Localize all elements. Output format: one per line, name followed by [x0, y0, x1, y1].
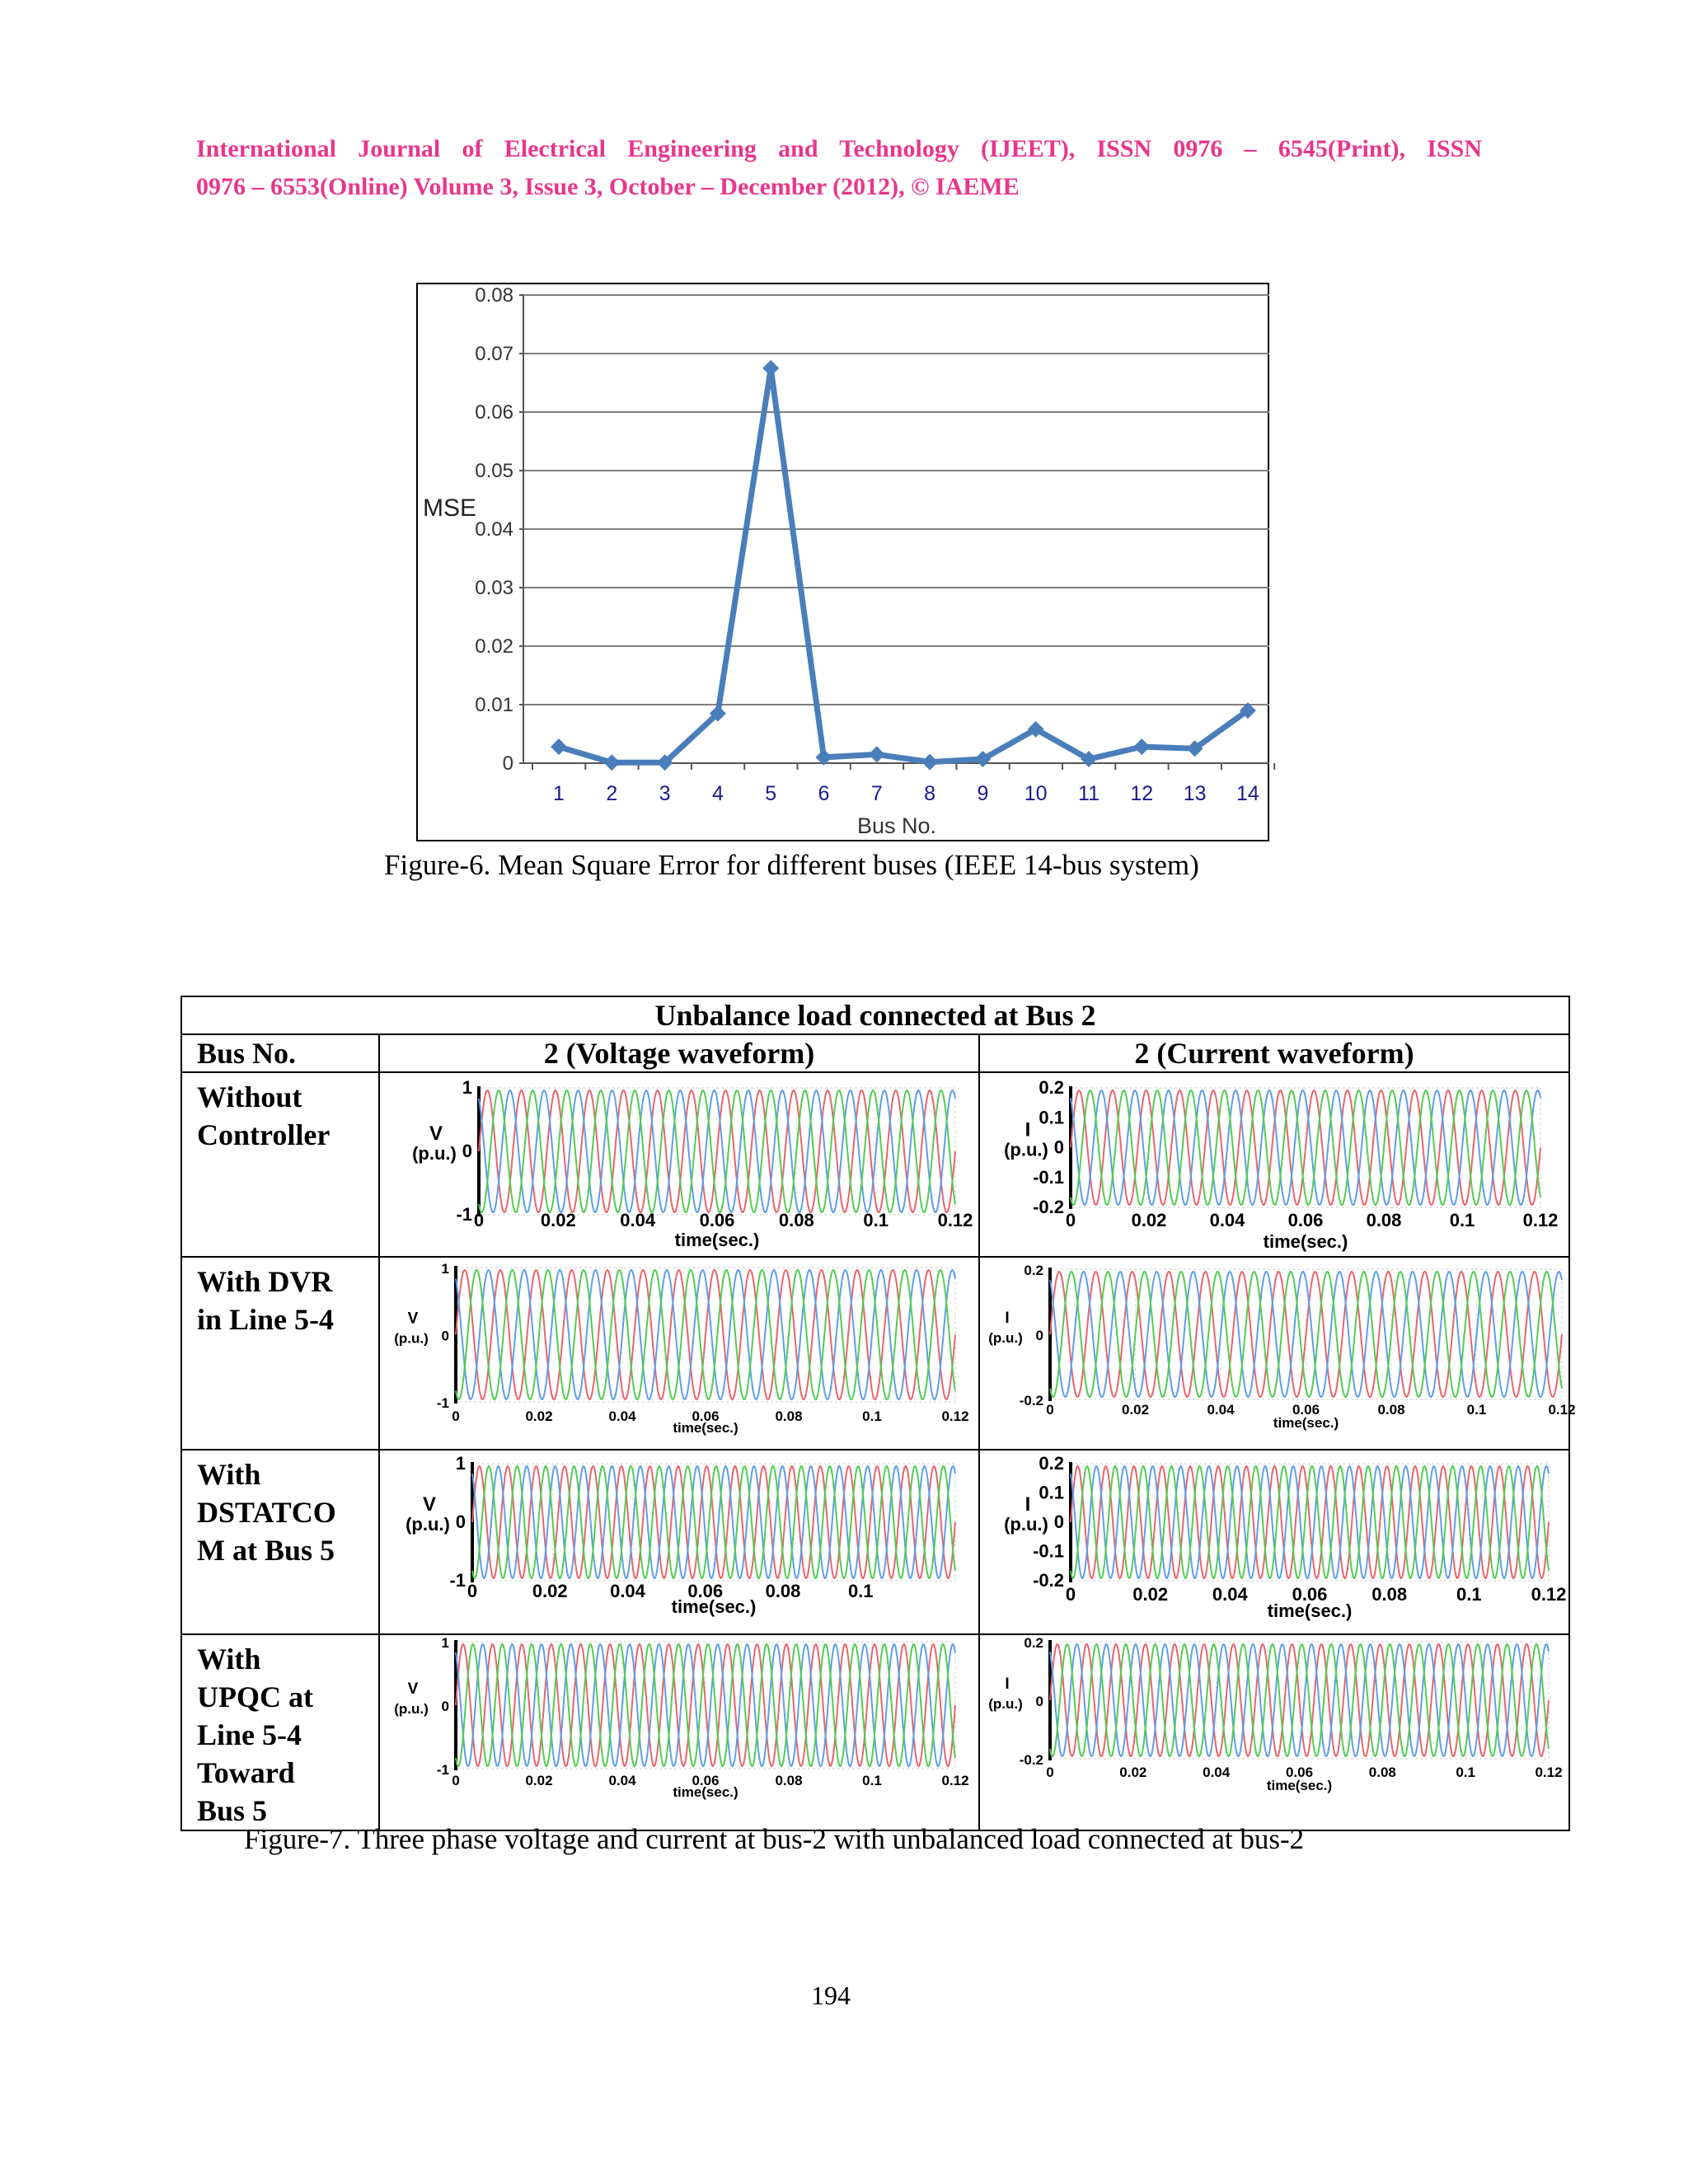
- x-axis-title: time(sec.): [671, 1596, 757, 1617]
- y-tick-label: 0: [441, 1699, 449, 1714]
- voltage-cell: [379, 1257, 979, 1450]
- y-tick-label: 0: [441, 1328, 449, 1344]
- y-tick-label: -1: [436, 1395, 449, 1411]
- row-label-line: UPQC at: [197, 1680, 313, 1713]
- x-tick-label: 0.04: [610, 1581, 645, 1601]
- y-tick-label: 0.08: [475, 284, 513, 307]
- y-tick-label: 0.06: [475, 401, 513, 424]
- x-tick-label: 0.1: [1456, 1584, 1482, 1605]
- y-tick-label: -1: [436, 1762, 449, 1778]
- journal-header: [196, 130, 1482, 206]
- x-tick-label: 0.06: [692, 1408, 720, 1424]
- x-tick-label: 0: [1065, 1584, 1076, 1605]
- x-tick-label: 0.08: [778, 1210, 814, 1230]
- y-axis-symbol: V: [429, 1122, 443, 1145]
- row-label-line: Bus 5: [197, 1794, 268, 1827]
- y-tick-label: 0.07: [475, 343, 513, 365]
- y-tick-label: 0.02: [475, 635, 513, 658]
- current-waveform-without-controller: [980, 1073, 1570, 1256]
- voltage-waveform-with-dvr: [380, 1258, 980, 1449]
- x-tick-label: 0.1: [862, 1408, 882, 1424]
- y-tick-label: 0: [1053, 1511, 1064, 1532]
- x-tick-label: 4: [711, 782, 724, 805]
- x-tick-label: 0.08: [1368, 1765, 1396, 1780]
- y-tick-label: 0: [1053, 1137, 1064, 1158]
- x-tick-label: 0.08: [1372, 1584, 1408, 1605]
- x-tick-label: 0.02: [1121, 1402, 1150, 1418]
- y-tick-label: 0.2: [1024, 1263, 1043, 1278]
- y-tick-label: 0: [502, 752, 513, 775]
- row-label-line: DSTATCO: [197, 1496, 336, 1529]
- x-tick-label: 13: [1183, 782, 1207, 805]
- x-tick-label: 12: [1130, 782, 1154, 805]
- current-waveform-with-dvr: [980, 1258, 1576, 1449]
- x-axis-title: Bus No.: [856, 813, 937, 838]
- x-tick-label: 0.1: [847, 1581, 874, 1601]
- x-tick-label: 0: [473, 1210, 485, 1230]
- y-axis-symbol: V: [422, 1493, 437, 1516]
- y-axis-symbol: V: [407, 1680, 419, 1698]
- x-tick-label: 0.02: [532, 1581, 568, 1601]
- voltage-cell: [379, 1634, 979, 1830]
- row-label-with-dvr: [181, 1257, 379, 1450]
- x-axis-title: time(sec.): [1263, 1231, 1348, 1252]
- x-tick-label: 0.06: [1287, 1210, 1324, 1230]
- y-tick-label: 0.2: [1039, 1077, 1064, 1098]
- waveform-results-table: [181, 996, 1576, 1831]
- row-label-line: Line 5-4: [197, 1718, 302, 1751]
- voltage-cell: [379, 1450, 979, 1634]
- y-axis-symbol: V: [407, 1310, 419, 1328]
- col-header-voltage: 2 (Voltage waveform): [379, 1034, 979, 1072]
- y-tick-label: 0.1: [1039, 1482, 1064, 1503]
- x-tick-label: 5: [765, 782, 777, 805]
- x-tick-label: 14: [1236, 782, 1259, 805]
- y-tick-label: 0.05: [475, 460, 513, 482]
- y-tick-label: 0: [462, 1141, 472, 1161]
- current-cell: [979, 1634, 1569, 1830]
- y-tick-label: -0.2: [1019, 1393, 1043, 1408]
- x-tick-label: 0.04: [1203, 1765, 1231, 1780]
- x-tick-label: 0.02: [525, 1408, 553, 1424]
- y-tick-label: -0.2: [1019, 1752, 1043, 1768]
- x-tick-label: 0.06: [687, 1581, 724, 1601]
- header-line-2: 0976 – 6553(Online) Volume 3, Issue 3, October – December (2012), © IAEME: [196, 173, 1020, 200]
- x-axis-title: time(sec.): [1267, 1601, 1353, 1621]
- y-tick-label: -1: [456, 1204, 472, 1225]
- y-axis-symbol: I: [1025, 1493, 1031, 1516]
- x-tick-label: 10: [1024, 782, 1048, 805]
- x-tick-label: 11: [1078, 782, 1100, 805]
- row-label-line: With: [197, 1458, 261, 1491]
- x-tick-label: 0.12: [1548, 1402, 1576, 1418]
- x-tick-label: 7: [870, 782, 883, 805]
- figure-7-caption: Figure-7. Three phase voltage and current at bus-2 with unbalanced load connected at bus-2: [244, 1823, 1305, 1855]
- y-axis-unit: (p.u.): [1004, 1514, 1048, 1535]
- y-tick-label: 1: [441, 1635, 449, 1651]
- x-tick-label: 0.08: [765, 1581, 801, 1601]
- x-tick-label: 0.04: [1212, 1584, 1248, 1605]
- y-tick-label: -0.2: [1033, 1197, 1064, 1217]
- x-tick-label: 0.04: [620, 1210, 656, 1230]
- x-tick-label: 0.06: [1285, 1765, 1314, 1780]
- x-tick-label: 0: [452, 1773, 460, 1788]
- row-label-line: in Line 5-4: [197, 1303, 335, 1336]
- x-tick-label: 0.04: [1209, 1210, 1245, 1230]
- y-axis-title: MSE: [423, 494, 477, 522]
- row-label-line: With: [197, 1643, 261, 1675]
- y-axis-unit: (p.u.): [1004, 1139, 1048, 1160]
- y-tick-label: 0.1: [1039, 1107, 1064, 1128]
- voltage-waveform-without-controller: [380, 1073, 980, 1256]
- row-label-line: Toward: [197, 1756, 295, 1789]
- x-tick-label: 0.12: [941, 1408, 969, 1424]
- y-axis-unit: (p.u.): [394, 1330, 429, 1347]
- x-tick-label: 0.02: [1132, 1584, 1169, 1605]
- voltage-waveform-with-upqc: [380, 1635, 980, 1823]
- x-tick-label: 0.08: [1377, 1402, 1405, 1418]
- current-waveform-with-dstatcom: [980, 1451, 1570, 1633]
- x-tick-label: 0: [1046, 1765, 1054, 1780]
- x-axis-title: time(sec.): [673, 1420, 738, 1436]
- x-tick-label: 0.1: [862, 1773, 882, 1788]
- x-tick-label: 0.06: [1292, 1402, 1320, 1418]
- x-tick-label: 0.1: [1449, 1210, 1475, 1230]
- x-tick-label: 0.04: [1207, 1402, 1235, 1418]
- x-tick-label: 0.1: [1456, 1765, 1475, 1780]
- y-axis-unit: (p.u.): [988, 1330, 1023, 1346]
- x-tick-label: 0.12: [1522, 1210, 1559, 1230]
- current-cell: [979, 1450, 1569, 1634]
- x-tick-label: 0.12: [1531, 1584, 1567, 1605]
- x-tick-label: 0.02: [540, 1210, 576, 1230]
- col-header-bus: Bus No.: [181, 1034, 379, 1072]
- y-tick-label: 0.04: [475, 518, 513, 541]
- x-tick-label: 0: [1046, 1402, 1054, 1418]
- x-tick-label: 0.06: [699, 1210, 735, 1230]
- y-tick-label: 1: [462, 1077, 472, 1098]
- x-tick-label: 0.04: [608, 1773, 636, 1788]
- y-tick-label: -0.1: [1033, 1166, 1064, 1188]
- x-tick-label: 0: [452, 1408, 460, 1424]
- row-label-without-controller: [181, 1072, 379, 1257]
- y-tick-label: 0.01: [475, 694, 513, 716]
- x-tick-label: 9: [977, 782, 989, 805]
- page-number: 194: [811, 1980, 851, 2010]
- y-tick-label: -0.1: [1033, 1540, 1064, 1562]
- x-axis-title: time(sec.): [673, 1784, 738, 1800]
- row-label-line: Without: [197, 1080, 302, 1113]
- x-tick-label: 6: [818, 782, 830, 805]
- y-tick-label: 0: [455, 1511, 466, 1532]
- x-axis-title: time(sec.): [1266, 1778, 1333, 1793]
- x-tick-label: 0: [467, 1581, 478, 1601]
- y-tick-label: 0.2: [1024, 1635, 1043, 1651]
- y-tick-label: 0.03: [475, 577, 513, 599]
- y-tick-label: 0.2: [1039, 1453, 1064, 1474]
- x-tick-label: 0.1: [1466, 1402, 1487, 1418]
- x-tick-label: 0.12: [941, 1773, 969, 1788]
- current-cell: [979, 1257, 1576, 1450]
- x-axis-title: time(sec.): [1273, 1415, 1339, 1431]
- x-tick-label: 8: [924, 782, 936, 805]
- figure-6-caption: Figure-6. Mean Square Error for different buses (IEEE 14-bus system): [384, 849, 1199, 881]
- y-axis-unit: (p.u.): [406, 1514, 450, 1535]
- x-tick-label: 0.06: [1292, 1584, 1328, 1605]
- y-axis-symbol: I: [1005, 1310, 1010, 1327]
- x-axis-title: time(sec.): [674, 1230, 760, 1250]
- x-tick-label: 3: [659, 782, 671, 805]
- y-tick-label: -0.2: [1033, 1570, 1064, 1591]
- row-label-line: With DVR: [197, 1265, 333, 1298]
- x-tick-label: 0.02: [1131, 1210, 1167, 1230]
- header-line-1: International Journal of Electrical Engineering and Technology (IJEET), ISSN 0976 – 6545(Print), ISSN: [196, 135, 1482, 162]
- y-tick-label: 0: [1035, 1694, 1043, 1709]
- x-tick-label: 0.02: [525, 1773, 553, 1788]
- x-tick-label: 0.04: [608, 1408, 636, 1424]
- x-tick-label: 0.12: [937, 1210, 973, 1230]
- x-tick-label: 0: [1065, 1210, 1076, 1230]
- x-tick-label: 0.08: [775, 1408, 803, 1424]
- x-tick-label: 0.08: [1366, 1210, 1402, 1230]
- x-tick-label: 2: [606, 782, 618, 805]
- table-title: Unbalance load connected at Bus 2: [181, 996, 1569, 1034]
- x-tick-label: 0.12: [1535, 1765, 1563, 1780]
- voltage-cell: [379, 1072, 979, 1257]
- row-label-with-dstatcom: [181, 1450, 379, 1634]
- current-cell: [979, 1072, 1569, 1257]
- y-axis-unit: (p.u.): [988, 1696, 1023, 1712]
- y-axis-unit: (p.u.): [394, 1701, 429, 1717]
- y-axis-symbol: I: [1025, 1118, 1031, 1141]
- x-tick-label: 0.1: [863, 1210, 889, 1230]
- current-waveform-with-upqc: [980, 1635, 1570, 1823]
- y-tick-label: 0: [1035, 1328, 1043, 1343]
- mse-line-chart: [416, 283, 1269, 843]
- x-tick-label: 0.08: [775, 1773, 803, 1788]
- row-label-line: Controller: [197, 1118, 331, 1151]
- y-axis-symbol: I: [1005, 1675, 1010, 1693]
- x-tick-label: 1: [553, 782, 565, 805]
- y-axis-unit: (p.u.): [412, 1143, 457, 1164]
- y-tick-label: 1: [455, 1453, 466, 1474]
- voltage-waveform-with-dstatcom: [380, 1451, 980, 1633]
- x-tick-label: 0.02: [1119, 1765, 1147, 1780]
- row-label-line: M at Bus 5: [197, 1534, 335, 1567]
- row-label-with-upqc: [181, 1634, 379, 1830]
- x-tick-label: 0.06: [692, 1773, 720, 1788]
- y-tick-label: 1: [441, 1261, 449, 1277]
- col-header-current: 2 (Current waveform): [979, 1034, 1569, 1072]
- y-tick-label: -1: [449, 1570, 466, 1591]
